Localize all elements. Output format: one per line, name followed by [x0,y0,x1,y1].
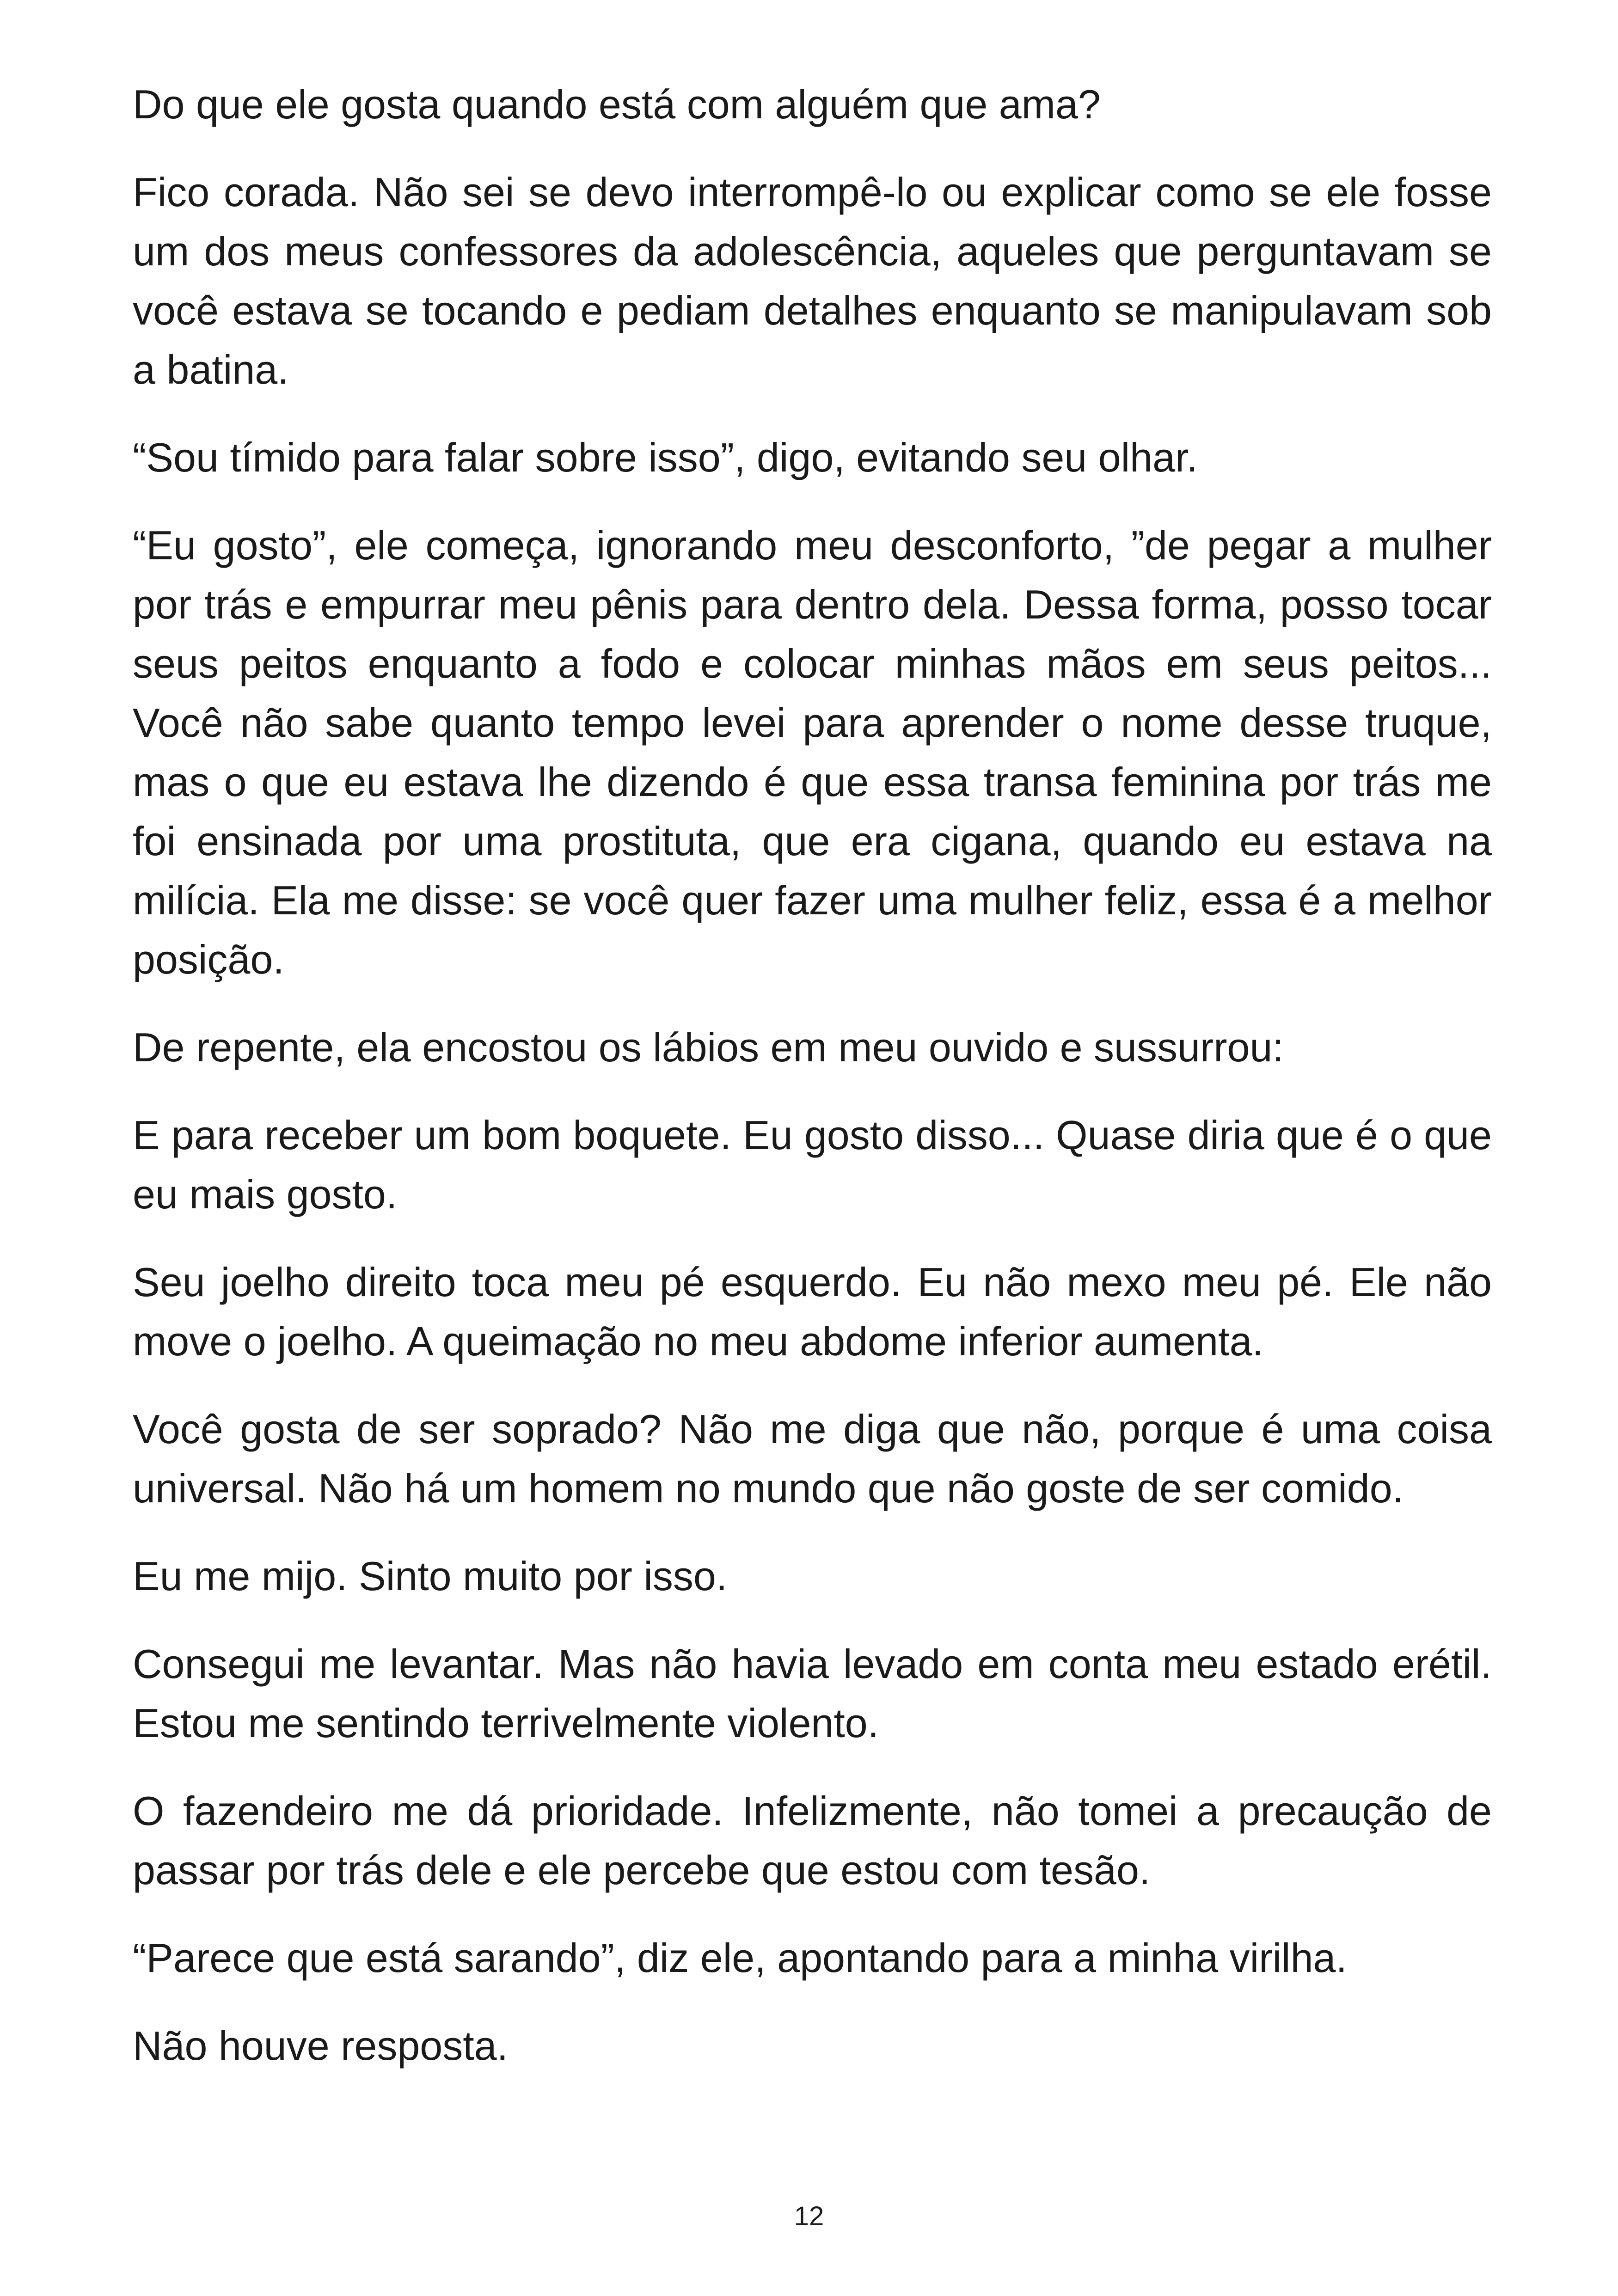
body-text [133,75,1492,2104]
paragraph-10: Consegui me levantar. Mas não havia levado em conta meu estado erétil. Estou me sentindo terrivelmente violento. [133,1641,1492,1746]
page-number: 12 [794,2201,824,2231]
paragraph-6: E para receber um bom boquete. Eu gosto disso... Quase diria que é o que eu mais gosto. [133,1112,1492,1217]
paragraph-9: Eu me mijo. Sinto muito por isso. [133,1553,728,1599]
paragraph-11: O fazendeiro me dá prioridade. Infelizmente, não tomei a precaução de passar por trás dele e ele percebe que estou com tesão. [133,1788,1492,1893]
paragraph-5: De repente, ela encostou os lábios em meu ouvido e sussurrou: [133,1024,1284,1070]
paragraph-7: Seu joelho direito toca meu pé esquerdo. Eu não mexo meu pé. Ele não move o joelho. A queimação no meu abdome inferior aumenta. [133,1259,1492,1364]
paragraph-8: Você gosta de ser soprado? Não me diga que não, porque é uma coisa universal. Não há um homem no mundo que não goste de ser comido. [133,1406,1492,1511]
paragraph-1: Do que ele gosta quando está com alguém que ama? [133,81,1101,127]
paragraph-4: “Eu gosto”, ele começa, ignorando meu desconforto, ”de pegar a mulher por trás e empurrar meu pênis para dentro dela. Dessa forma, posso tocar seus peitos enquanto a fodo e colocar minhas mãos em seus peitos... Você não sabe quanto tempo levei para aprender o nome desse truque, mas o que eu estava lhe dizendo é que essa transa feminina por trás me foi ensinada por uma prostituta, que era cigana, quando eu estava na milícia. Ela me disse: se você quer fazer uma mulher feliz, essa é a melhor posição. [133,522,1492,982]
paragraph-2: Fico corada. Não sei se devo interrompê-lo ou explicar como se ele fosse um dos meus confessores da adolescência, aqueles que perguntavam se você estava se tocando e pediam detalhes enquanto se manipulavam sob a batina. [133,169,1492,392]
paragraph-3: “Sou tímido para falar sobre isso”, digo, evitando seu olhar. [133,435,1198,480]
paragraph-13: Não houve resposta. [133,2023,509,2069]
paragraph-12: “Parece que está sarando”, diz ele, apontando para a minha virilha. [133,1935,1347,1981]
